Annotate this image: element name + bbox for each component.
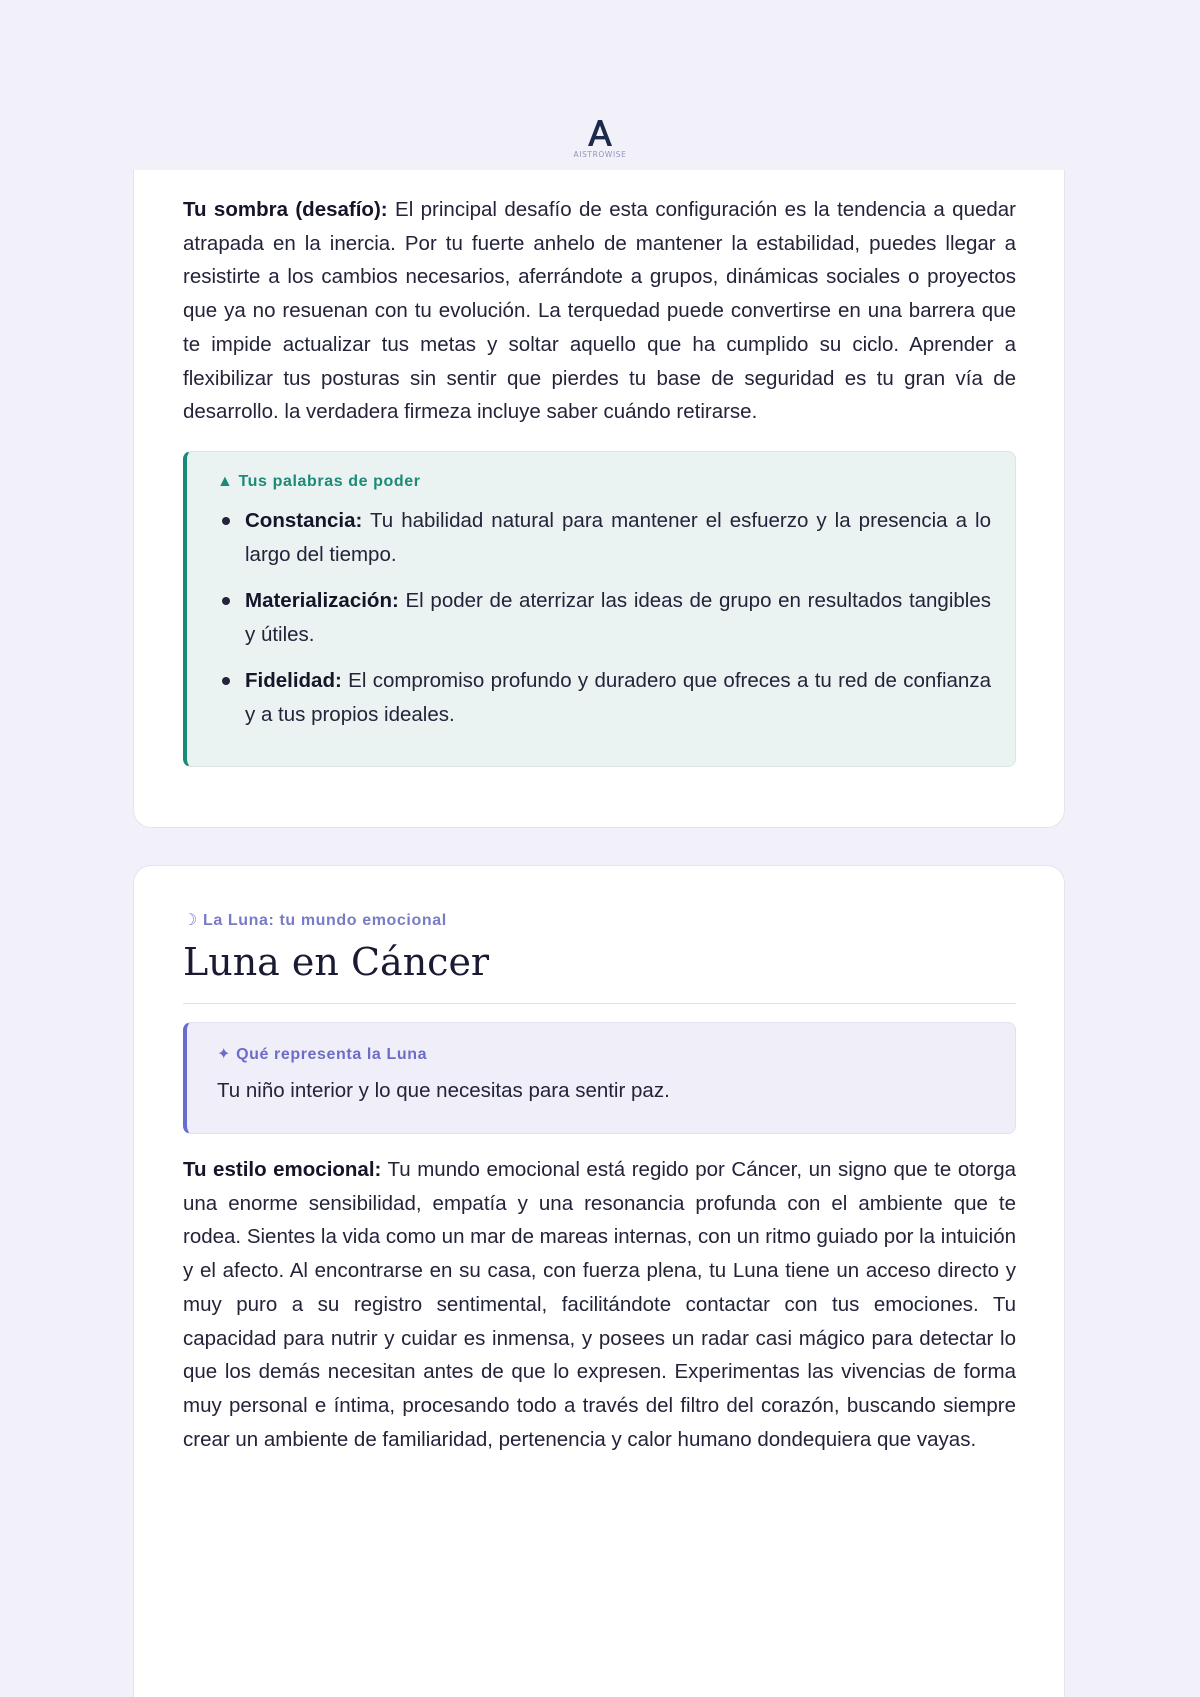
bullet-icon	[222, 597, 230, 605]
power-term: Fidelidad:	[245, 668, 342, 692]
power-description: El compromiso profundo y duradero que ofreces a tu red de confianza y a tus propios ideales.	[245, 668, 991, 726]
emotional-style-text: Tu mundo emocional está regido por Cáncer, un signo que te otorga una enorme sensibilidad, empatía y una resonancia profunda con el ambiente que te rodea. Sientes la vida como un mar de mareas internas, con un ritmo guiado por la intuición y el afecto. Al encontrarse en su casa, con fuerza plena, tu Luna tiene un acceso directo y muy puro a su registro sentimental, facilitándote contactar con tus emociones. Tu capacidad para nutrir y cuidar es inmensa, y posees un radar casi mágico para detectar lo que los demás necesitan antes de que lo expresen. Experimentas las vivencias de forma muy personal e íntima, procesando todo a través del filtro del corazón, buscando siempre crear un ambiente de familiaridad, pertenencia y calor humano dondequiera que vayas.	[183, 1158, 1016, 1451]
shadow-text: El principal desafío de esta configuración es la tendencia a quedar atrapada en la inercia. Por tu fuerte anhelo de mantener la estabilidad, puedes llegar a resistirte a los cambios necesarios, aferrándote a grupos, dinámicas sociales o proyectos que ya no resuenan con tu evolución. La terquedad puede convertirse en una barrera que te impide actualizar tus metas y soltar aquello que ha cumplido su ciclo. Aprender a flexibilizar tus posturas sin sentir que pierdes tu base de seguridad es tu gran vía de desarrollo. la verdadera firmeza incluye saber cuándo retirarse.	[183, 198, 1016, 424]
section-eyebrow-label: La Luna: tu mundo emocional	[203, 912, 447, 929]
moon-meaning-box	[183, 1022, 1016, 1134]
section-title: Luna en Cáncer	[183, 940, 490, 984]
power-term: Constancia:	[245, 509, 363, 532]
logo-a-icon	[585, 118, 615, 148]
emotional-style-label: Tu estilo emocional:	[183, 1158, 382, 1181]
emotional-style-paragraph	[183, 1153, 1016, 1456]
brand-logo	[0, 118, 1200, 159]
shadow-paragraph	[183, 193, 1016, 429]
moon-section-card	[133, 865, 1065, 1697]
section-eyebrow	[183, 910, 447, 930]
moon-meaning-text: Tu niño interior y lo que necesitas para sentir paz.	[217, 1079, 670, 1102]
power-term: Materialización:	[245, 588, 399, 612]
sun-section-card	[133, 170, 1065, 828]
shadow-section	[183, 193, 1016, 429]
shadow-label: Tu sombra (desafío):	[183, 198, 388, 221]
power-words-heading	[217, 473, 421, 491]
bullet-icon	[222, 517, 230, 525]
crescent-moon-icon: ☽	[183, 912, 198, 929]
list-item	[245, 584, 991, 651]
emotional-style-section	[183, 1153, 1016, 1456]
list-item	[245, 664, 991, 731]
title-divider	[183, 1003, 1016, 1004]
power-words-box	[183, 451, 1016, 767]
power-description: Tu habilidad natural para mantener el esfuerzo y la presencia a lo largo del tiempo.	[245, 509, 991, 566]
bullet-icon	[222, 677, 230, 685]
sparkle-icon: ✦	[217, 1046, 232, 1063]
triangle-icon: ▲	[217, 473, 234, 490]
moon-meaning-title: Qué representa la Luna	[236, 1046, 428, 1063]
power-description: El poder de aterrizar las ideas de grupo en resultados tangibles y útiles.	[245, 588, 991, 646]
power-words-title: Tus palabras de poder	[238, 473, 421, 490]
moon-meaning-heading	[217, 1044, 427, 1064]
list-item	[245, 504, 991, 571]
logo-wordmark: AISTROWISE	[573, 150, 627, 159]
power-words-list	[245, 504, 991, 744]
